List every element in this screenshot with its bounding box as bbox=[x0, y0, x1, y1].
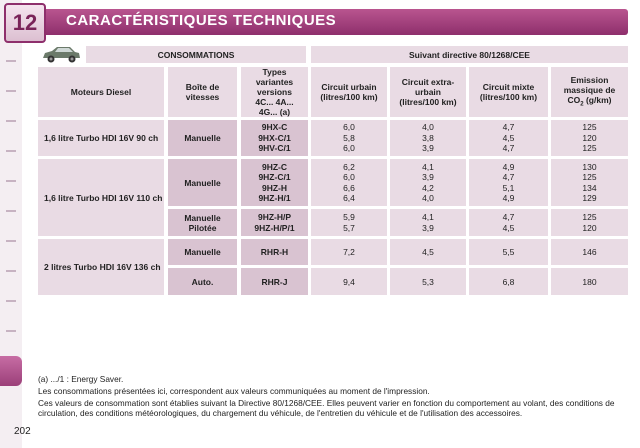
value: 4,0 bbox=[422, 193, 434, 203]
gearbox-cell: Manuelle bbox=[168, 239, 237, 265]
emission-unit: (g/km) bbox=[583, 94, 612, 105]
mixte-cell bbox=[469, 209, 548, 236]
value: 125 bbox=[582, 212, 597, 222]
page-header bbox=[22, 9, 628, 35]
value: 134 bbox=[582, 182, 597, 193]
type-value: 9HX-C bbox=[261, 122, 288, 133]
value: 125 bbox=[582, 172, 597, 182]
gearbox-cell: Manuelle Pilotée bbox=[168, 209, 237, 236]
value: 6,0 bbox=[343, 172, 355, 182]
footnotes bbox=[38, 374, 628, 420]
emission-subscript: 2 bbox=[580, 101, 584, 108]
mixte-cell bbox=[469, 159, 548, 206]
value: 4,5 bbox=[502, 132, 515, 143]
value: 129 bbox=[582, 193, 597, 203]
margin-tick bbox=[6, 210, 16, 212]
engine-2-0-136: 2 litres Turbo HDI 16V 136 ch bbox=[38, 239, 164, 295]
engine-1-6-90: 1,6 litre Turbo HDI 16V 90 ch bbox=[38, 120, 164, 156]
co2-cell: 146 bbox=[551, 239, 628, 265]
value: 4,1 bbox=[422, 212, 434, 222]
gearbox-cell: Manuelle bbox=[168, 159, 237, 206]
urbain-cell: 7,2 bbox=[311, 239, 387, 265]
co2-cell bbox=[551, 209, 628, 236]
value: 130 bbox=[582, 161, 597, 172]
value: 4,2 bbox=[422, 182, 434, 193]
types-cell bbox=[241, 209, 308, 236]
gearbox-cell: Auto. bbox=[168, 268, 237, 295]
value: 120 bbox=[582, 222, 597, 233]
value: 6,6 bbox=[343, 182, 355, 193]
urbain-cell bbox=[311, 159, 387, 206]
type-value: 9HZ-C bbox=[261, 161, 288, 172]
header-mixte: Circuit mixte (litres/100 km) bbox=[469, 67, 548, 117]
types-cell bbox=[241, 120, 308, 156]
emission-label: Emission massique de CO bbox=[563, 74, 616, 105]
value: 6,0 bbox=[343, 122, 355, 133]
chapter-side-tab[interactable] bbox=[0, 356, 22, 386]
footnote-values: Les consommations présentées ici, correspondent aux valeurs communiquées au moment de l'impression. bbox=[38, 386, 430, 396]
value: 6,0 bbox=[343, 143, 355, 154]
urbain-cell: 9,4 bbox=[311, 268, 387, 295]
types-cell: RHR-H bbox=[241, 239, 308, 265]
value: 5,7 bbox=[343, 222, 355, 233]
margin-tick bbox=[6, 120, 16, 122]
margin-tick bbox=[6, 60, 16, 62]
extra-cell bbox=[390, 120, 466, 156]
types-cell: RHR-J bbox=[241, 268, 308, 295]
section-consommations: CONSOMMATIONS bbox=[86, 46, 306, 63]
value: 120 bbox=[582, 132, 597, 143]
car-icon bbox=[40, 44, 82, 64]
margin-tick bbox=[6, 300, 16, 302]
mixte-cell: 6,8 bbox=[469, 268, 548, 295]
value: 3,9 bbox=[422, 143, 434, 154]
header-extra: Circuit extra-urbain (litres/100 km) bbox=[390, 67, 466, 117]
value: 4,7 bbox=[502, 143, 515, 154]
type-value: 9HZ-H/P bbox=[257, 212, 292, 222]
page-title: CARACTÉRISTIQUES TECHNIQUES bbox=[66, 12, 337, 29]
value: 6,4 bbox=[343, 193, 355, 203]
type-value: 9HZ-H/P/1 bbox=[254, 222, 295, 233]
type-value: 9HV-C/1 bbox=[258, 143, 291, 154]
section-directive: Suivant directive 80/1268/CEE bbox=[311, 46, 628, 63]
extra-cell bbox=[390, 159, 466, 206]
type-value: 9HZ-C/1 bbox=[258, 172, 291, 182]
urbain-cell bbox=[311, 209, 387, 236]
value: 4,9 bbox=[502, 161, 515, 172]
value: 4,7 bbox=[502, 122, 515, 133]
header-boite: Boîte de vitesses bbox=[168, 67, 237, 117]
extra-cell bbox=[390, 209, 466, 236]
type-value: 9HZ-H bbox=[261, 182, 288, 193]
header-urbain: Circuit urbain (litres/100 km) bbox=[311, 67, 387, 117]
value: 4,5 bbox=[502, 222, 515, 233]
value: 4,0 bbox=[422, 122, 434, 133]
chapter-badge: 12 bbox=[4, 3, 46, 43]
co2-cell bbox=[551, 159, 628, 206]
page-number: 202 bbox=[14, 426, 31, 437]
value: 4,7 bbox=[502, 212, 515, 222]
header-types: Types variantes versions 4C... 4A... 4G... (a) bbox=[241, 67, 308, 117]
value: 5,1 bbox=[502, 182, 515, 193]
type-value: 9HX-C/1 bbox=[258, 132, 291, 143]
header-moteurs: Moteurs Diesel bbox=[38, 67, 164, 117]
co2-cell: 180 bbox=[551, 268, 628, 295]
value: 4,7 bbox=[502, 172, 515, 182]
footnote-directive: Ces valeurs de consommation sont établies suivant la Directive 80/1268/CEE. Elles peuvent varier en fonction du comportement au volant, des conditions de circulation, des conditions météorologiques, du chargement du véhicule, de l'entretien du véhicule et de l'utilisation des accessoires. bbox=[38, 398, 615, 418]
value: 5,8 bbox=[343, 132, 355, 143]
value: 3,9 bbox=[422, 222, 434, 233]
margin-tick bbox=[6, 90, 16, 92]
margin-tick bbox=[6, 180, 16, 182]
urbain-cell bbox=[311, 120, 387, 156]
value: 4,9 bbox=[502, 193, 515, 203]
value: 3,8 bbox=[422, 132, 434, 143]
margin-tick bbox=[6, 330, 16, 332]
engine-1-6-110: 1,6 litre Turbo HDI 16V 110 ch bbox=[38, 159, 164, 236]
mixte-cell: 5,5 bbox=[469, 239, 548, 265]
gearbox-cell: Manuelle bbox=[168, 120, 237, 156]
mixte-cell bbox=[469, 120, 548, 156]
margin-tick bbox=[6, 150, 16, 152]
margin-tick bbox=[6, 270, 16, 272]
types-cell bbox=[241, 159, 308, 206]
value: 5,9 bbox=[343, 212, 355, 222]
extra-cell: 4,5 bbox=[390, 239, 466, 265]
value: 6,2 bbox=[343, 161, 355, 172]
extra-cell: 5,3 bbox=[390, 268, 466, 295]
margin-tick bbox=[6, 240, 16, 242]
type-value: 9HZ-H/1 bbox=[258, 193, 291, 203]
header-emission bbox=[551, 67, 628, 117]
value: 4,1 bbox=[422, 161, 434, 172]
co2-cell bbox=[551, 120, 628, 156]
footnote-a: (a) .../1 : Energy Saver. bbox=[38, 374, 124, 384]
value: 125 bbox=[582, 122, 597, 133]
value: 3,9 bbox=[422, 172, 434, 182]
value: 125 bbox=[582, 143, 597, 154]
